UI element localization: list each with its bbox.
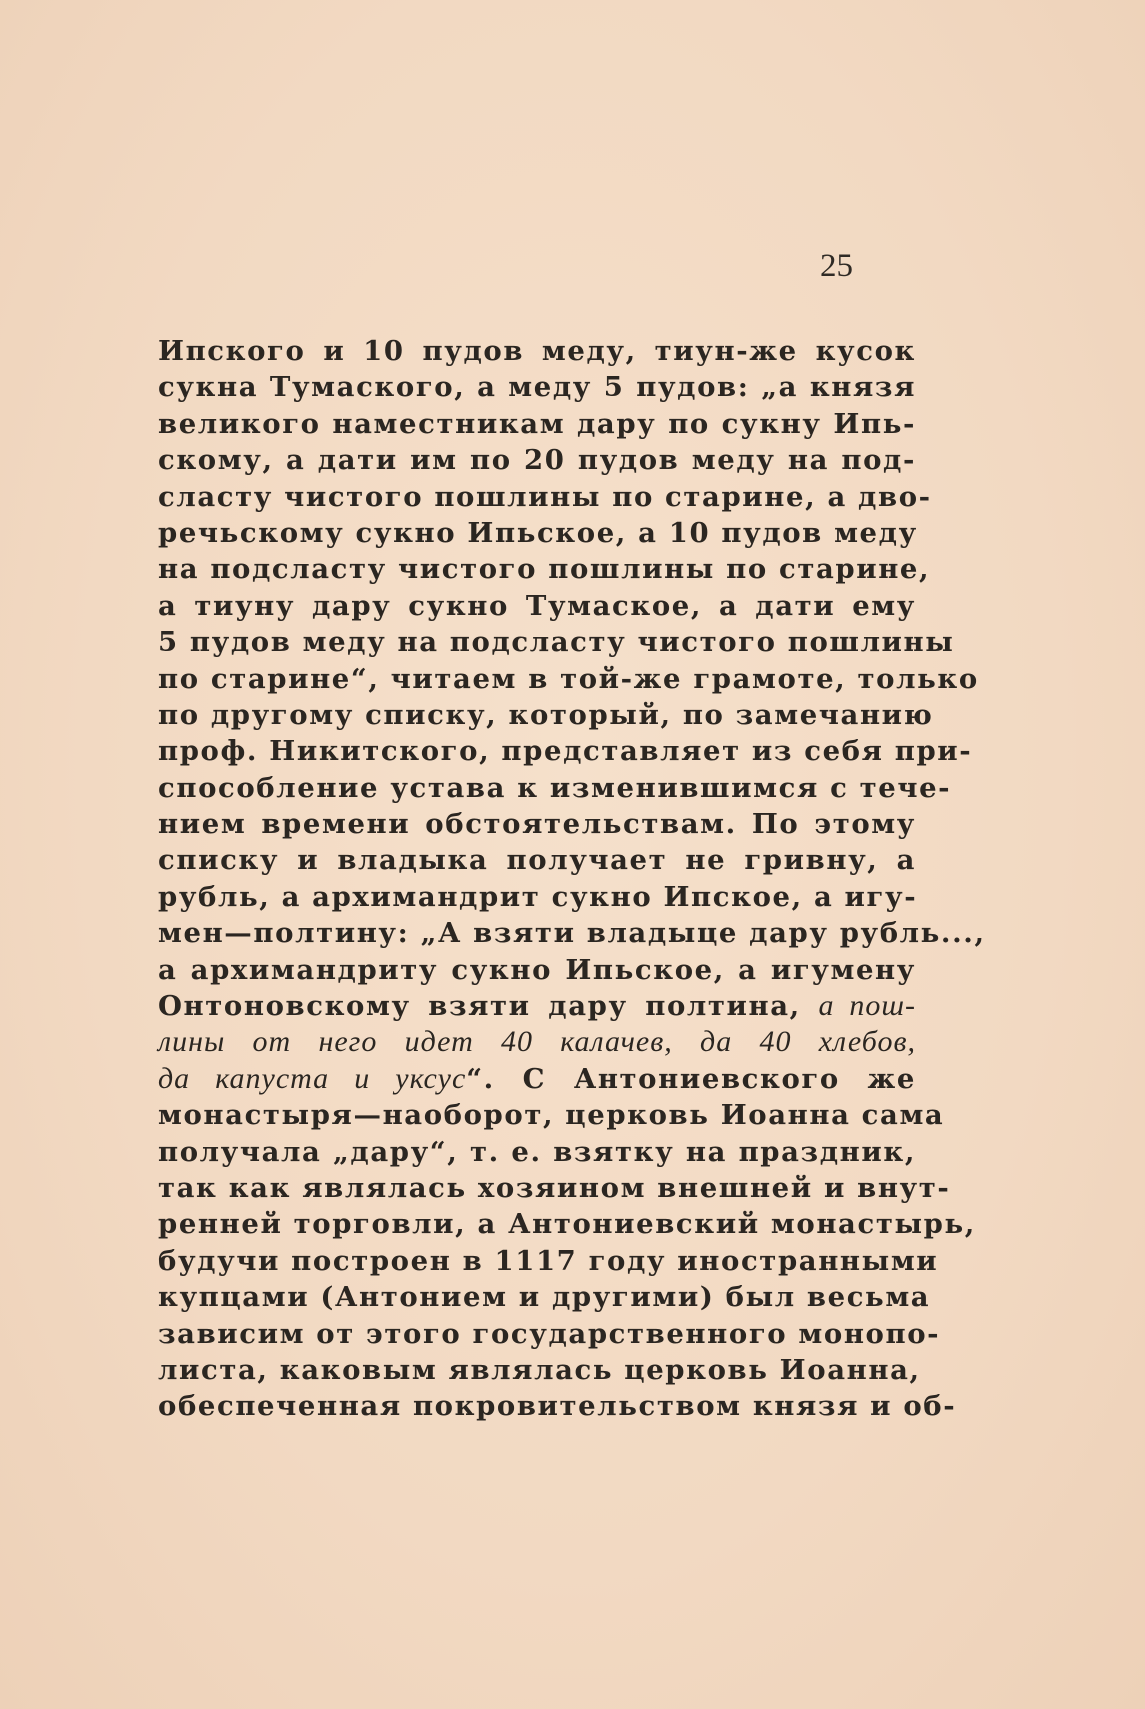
text-segment: Ипского и 10 пудов меду, тиун-же кусок (158, 335, 916, 367)
text-segment: а тиуну дару сукно Тумаское, а дати ему (158, 589, 916, 622)
text-line (158, 1279, 931, 1315)
page-number: 25 (820, 248, 853, 284)
text-line (158, 624, 955, 660)
text-line (158, 1388, 957, 1424)
text-line (158, 588, 916, 624)
text-segment: будучи построен в 1117 году иностранными (158, 1244, 939, 1277)
text-segment: Онтоновскому взяти дару полтина, (158, 990, 819, 1023)
text-segment: сукна Тумаского, а меду 5 пудов: „а князя (158, 371, 916, 404)
text-segment: рубль, а архимандрит сукно Ипское, а игу- (158, 880, 918, 913)
text-line (158, 1061, 916, 1097)
text-segment: скому, а дати им по 20 пудов меду на под- (158, 444, 916, 477)
text-line (158, 915, 986, 951)
text-segment: на подсласту чистого пошлины по старине, (158, 553, 931, 586)
text-segment: зависим от этого государственного монопо- (158, 1317, 941, 1350)
text-line (158, 952, 916, 988)
text-segment: монастыря—наоборот, церковь Иоанна сама (158, 1099, 945, 1132)
text-line (158, 1316, 941, 1352)
text-segment: листа, каковым являлась церковь Иоанна, (158, 1353, 921, 1386)
text-segment: ренней торговли, а Антониевский монастырь, (158, 1208, 976, 1241)
text-line (158, 879, 916, 915)
italic-text: а пош- (818, 989, 916, 1023)
text-line (158, 697, 934, 733)
text-line (158, 442, 916, 478)
italic-text: лины от него идет 40 калачев, да 40 хлебов, (158, 1025, 916, 1059)
text-line (158, 406, 916, 442)
text-segment: а архимандриту сукно Ипьское, а игумену (158, 953, 916, 986)
text-line (158, 733, 973, 769)
text-segment: получала „дару“, т. е. взятку на праздник, (158, 1135, 916, 1168)
text-segment: великого наместникам дару по сукну Ипь- (158, 407, 916, 440)
text-line (158, 1206, 976, 1242)
text-segment: 5 пудов меду на подсласту чистого пошлины (158, 626, 955, 659)
text-segment: “. С Антониевского же (466, 1062, 916, 1095)
text-line (158, 988, 916, 1024)
text-line (158, 1352, 921, 1388)
text-segment: списку и владыка получает не гривну, а (158, 844, 916, 877)
text-line (158, 1170, 951, 1206)
text-line (158, 770, 952, 806)
text-segment: нием времени обстоятельствам. По этому (158, 808, 916, 841)
text-segment: по старине“, читаем в той-же грамоте, только (158, 662, 979, 695)
text-segment: сласту чистого пошлины по старине, а дво- (158, 480, 932, 513)
text-line (158, 479, 932, 515)
text-segment: обеспеченная покровительством князя и об- (158, 1390, 957, 1423)
text-segment: способление устава к изменившимся с тече- (158, 771, 952, 804)
body-text (158, 333, 986, 1425)
text-line (158, 842, 916, 878)
text-line (158, 551, 931, 587)
text-line (158, 515, 916, 551)
text-segment: проф. Никитского, представляет из себя при- (158, 735, 973, 768)
text-line (158, 1243, 939, 1279)
text-line (158, 806, 916, 842)
text-segment: купцами (Антонием и другими) был весьма (158, 1281, 931, 1314)
text-line (158, 333, 916, 369)
text-segment: по другому списку, который, по замечанию (158, 698, 934, 731)
italic-text: да капуста и уксус (158, 1061, 467, 1095)
text-segment: так как являлась хозяином внешней и внут- (158, 1171, 951, 1204)
text-line (158, 1097, 945, 1133)
text-line (158, 1024, 916, 1060)
text-segment: мен—полтину: „А взяти владыце дару рубль..., (158, 917, 986, 950)
text-segment: речьскому сукно Ипьское, а 10 пудов меду (158, 516, 918, 549)
text-line (158, 1134, 916, 1170)
text-line (158, 369, 916, 405)
text-line (158, 661, 979, 697)
